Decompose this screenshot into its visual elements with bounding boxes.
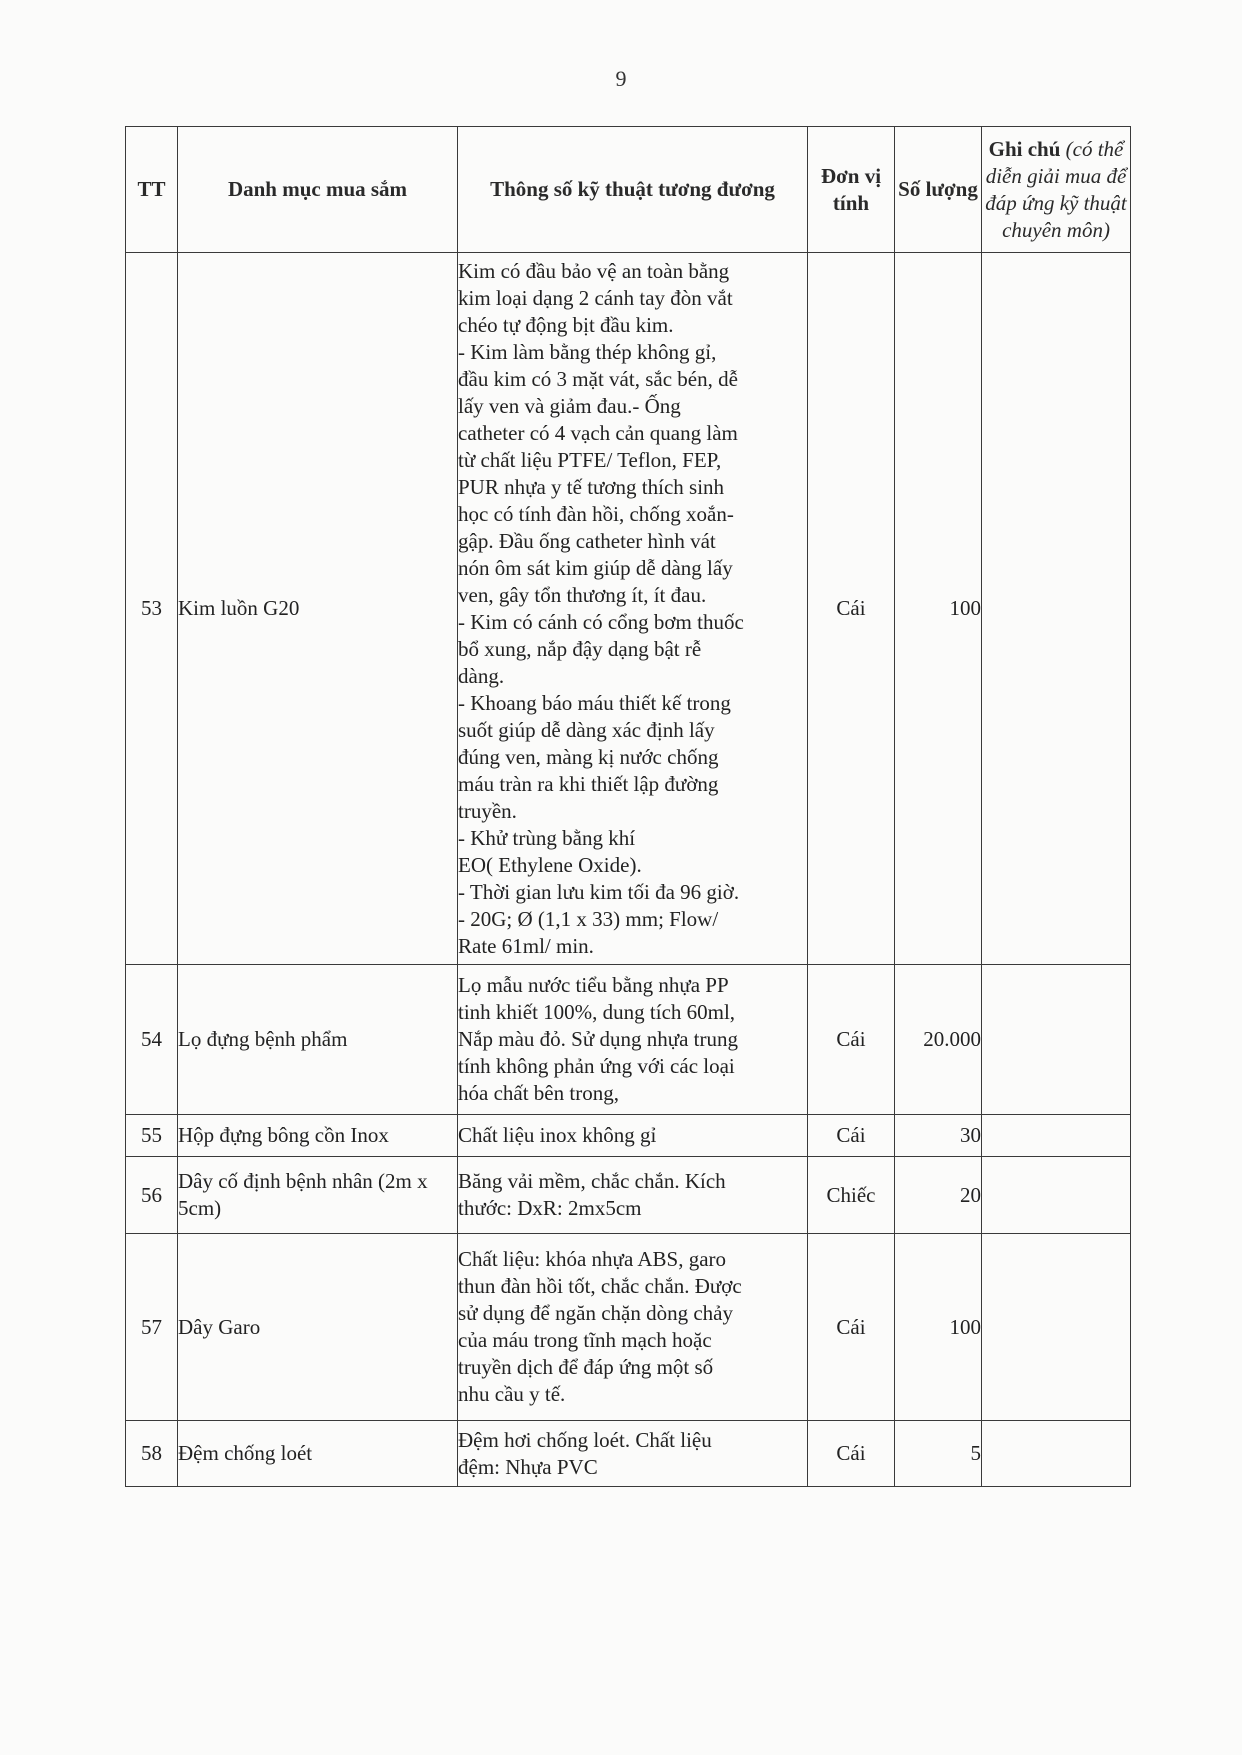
spec-line: từ chất liệu PTFE/ Teflon, FEP, [458, 447, 722, 472]
header-unit: Đơn vị tính [808, 127, 895, 253]
spec-line: tinh khiết 100%, dung tích 60ml, [458, 1000, 736, 1024]
header-item: Danh mục mua sắm [178, 127, 458, 253]
table-row [126, 253, 1131, 965]
spec-line: EO( Ethylene Oxide). [458, 852, 642, 877]
page-number: 9 [615, 66, 627, 91]
row-tt: 53 [126, 253, 178, 965]
spec-line: dàng. [458, 663, 505, 688]
spec-line: - Thời gian lưu kim tối đa 96 giờ. [458, 879, 740, 904]
spec-line: - Kim có cánh có cổng bơm thuốc [458, 609, 744, 634]
spec-line: thun đàn hồi tốt, chắc chắn. Được [458, 1274, 742, 1298]
row-tt: 56 [126, 1157, 178, 1234]
row-item-name: Hộp đựng bông cồn Inox [178, 1115, 458, 1157]
spec-line: đầu kim có 3 mặt vát, sắc bén, dễ [458, 366, 738, 391]
row-unit: Chiếc [808, 1157, 895, 1234]
header-note [982, 127, 1131, 253]
spec-line: đệm: Nhựa PVC [458, 1454, 598, 1479]
spec-line: chéo tự động bịt đầu kim. [458, 312, 674, 337]
row-tt: 54 [126, 965, 178, 1115]
spec-line: gập. Đầu ống catheter hình vát [458, 528, 716, 553]
row-qty: 20.000 [895, 965, 982, 1115]
spec-line: Chất liệu inox không gỉ [458, 1123, 657, 1147]
header-note-italic: (có thể diễn giải mua để đáp ứng kỹ thuật chuyên môn) [985, 136, 1127, 242]
row-spec [458, 1234, 808, 1421]
spec-line: thước: DxR: 2mx5cm [458, 1196, 642, 1220]
spec-line: của máu trong tĩnh mạch hoặc [458, 1328, 712, 1352]
header-row [126, 127, 1131, 253]
table-row [126, 1421, 1131, 1487]
spec-line: hóa chất bên trong, [458, 1081, 619, 1105]
spec-line: suốt giúp dễ dàng xác định lấy [458, 717, 715, 742]
row-unit: Cái [808, 1115, 895, 1157]
row-qty: 100 [895, 1234, 982, 1421]
row-item-name: Đệm chống loét [178, 1421, 458, 1487]
header-note-bold: Ghi chú [988, 136, 1061, 161]
row-note [982, 1157, 1131, 1234]
row-unit: Cái [808, 253, 895, 965]
row-unit: Cái [808, 1421, 895, 1487]
procurement-table [125, 126, 1131, 1487]
spec-line: - Khử trùng bằng khí [458, 825, 636, 850]
row-note [982, 965, 1131, 1115]
spec-line: truyền. [458, 798, 517, 823]
table-row [126, 965, 1131, 1115]
row-item-name: Dây cố định bệnh nhân (2m x 5cm) [178, 1157, 458, 1234]
spec-line: truyền dịch để đáp ứng một số [458, 1355, 714, 1379]
spec-line: nón ôm sát kim giúp dễ dàng lấy [458, 555, 733, 580]
spec-line: Rate 61ml/ min. [458, 933, 594, 958]
spec-line: nhu cầu y tế. [458, 1382, 566, 1406]
table-row [126, 1234, 1131, 1421]
row-note [982, 1115, 1131, 1157]
spec-line: - 20G; Ø (1,1 x 33) mm; Flow/ [458, 906, 719, 931]
row-note [982, 1234, 1131, 1421]
spec-line: Lọ mẫu nước tiểu bằng nhựa PP [458, 973, 729, 997]
row-spec [458, 1421, 808, 1487]
header-qty: Số lượng [895, 127, 982, 253]
spec-line: Nắp màu đỏ. Sử dụng nhựa trung [458, 1027, 738, 1051]
spec-line: Chất liệu: khóa nhựa ABS, garo [458, 1247, 727, 1271]
row-spec [458, 1115, 808, 1157]
row-qty: 100 [895, 253, 982, 965]
spec-line: ven, gây tổn thương ít, ít đau. [458, 582, 707, 607]
row-spec [458, 253, 808, 965]
row-item-name: Dây Garo [178, 1234, 458, 1421]
row-note [982, 253, 1131, 965]
row-spec [458, 1157, 808, 1234]
row-spec [458, 965, 808, 1115]
row-qty: 20 [895, 1157, 982, 1234]
row-unit: Cái [808, 1234, 895, 1421]
spec-line: sử dụng để ngăn chặn dòng chảy [458, 1301, 733, 1325]
spec-line: - Kim làm bằng thép không gỉ, [458, 339, 717, 364]
row-note [982, 1421, 1131, 1487]
row-qty: 5 [895, 1421, 982, 1487]
spec-line: bổ xung, nắp đậy dạng bật rễ [458, 636, 702, 661]
table-row [126, 1157, 1131, 1234]
row-tt: 58 [126, 1421, 178, 1487]
row-tt: 57 [126, 1234, 178, 1421]
spec-line: kim loại dạng 2 cánh tay đòn vắt [458, 285, 733, 310]
spec-line: lấy ven và giảm đau.- Ống [458, 393, 681, 418]
table-row [126, 1115, 1131, 1157]
spec-line: máu tràn ra khi thiết lập đường [458, 771, 719, 796]
spec-line: Đệm hơi chống loét. Chất liệu [458, 1427, 712, 1452]
row-item-name: Kim luồn G20 [178, 253, 458, 965]
row-tt: 55 [126, 1115, 178, 1157]
header-tt: TT [126, 127, 178, 253]
row-qty: 30 [895, 1115, 982, 1157]
spec-line: - Khoang báo máu thiết kế trong [458, 690, 731, 715]
spec-line: Băng vải mềm, chắc chắn. Kích [458, 1169, 726, 1193]
row-item-name: Lọ đựng bệnh phẩm [178, 965, 458, 1115]
spec-line: PUR nhựa y tế tương thích sinh [458, 474, 725, 499]
spec-line: Kim có đầu bảo vệ an toàn bằng [458, 258, 730, 283]
spec-line: học có tính đàn hồi, chống xoắn- [458, 501, 734, 526]
spec-line: tính không phản ứng với các loại [458, 1054, 735, 1078]
row-unit: Cái [808, 965, 895, 1115]
spec-line: catheter có 4 vạch cản quang làm [458, 420, 738, 445]
spec-line: đúng ven, màng kị nước chống [458, 744, 719, 769]
header-spec: Thông số kỹ thuật tương đương [458, 127, 808, 253]
